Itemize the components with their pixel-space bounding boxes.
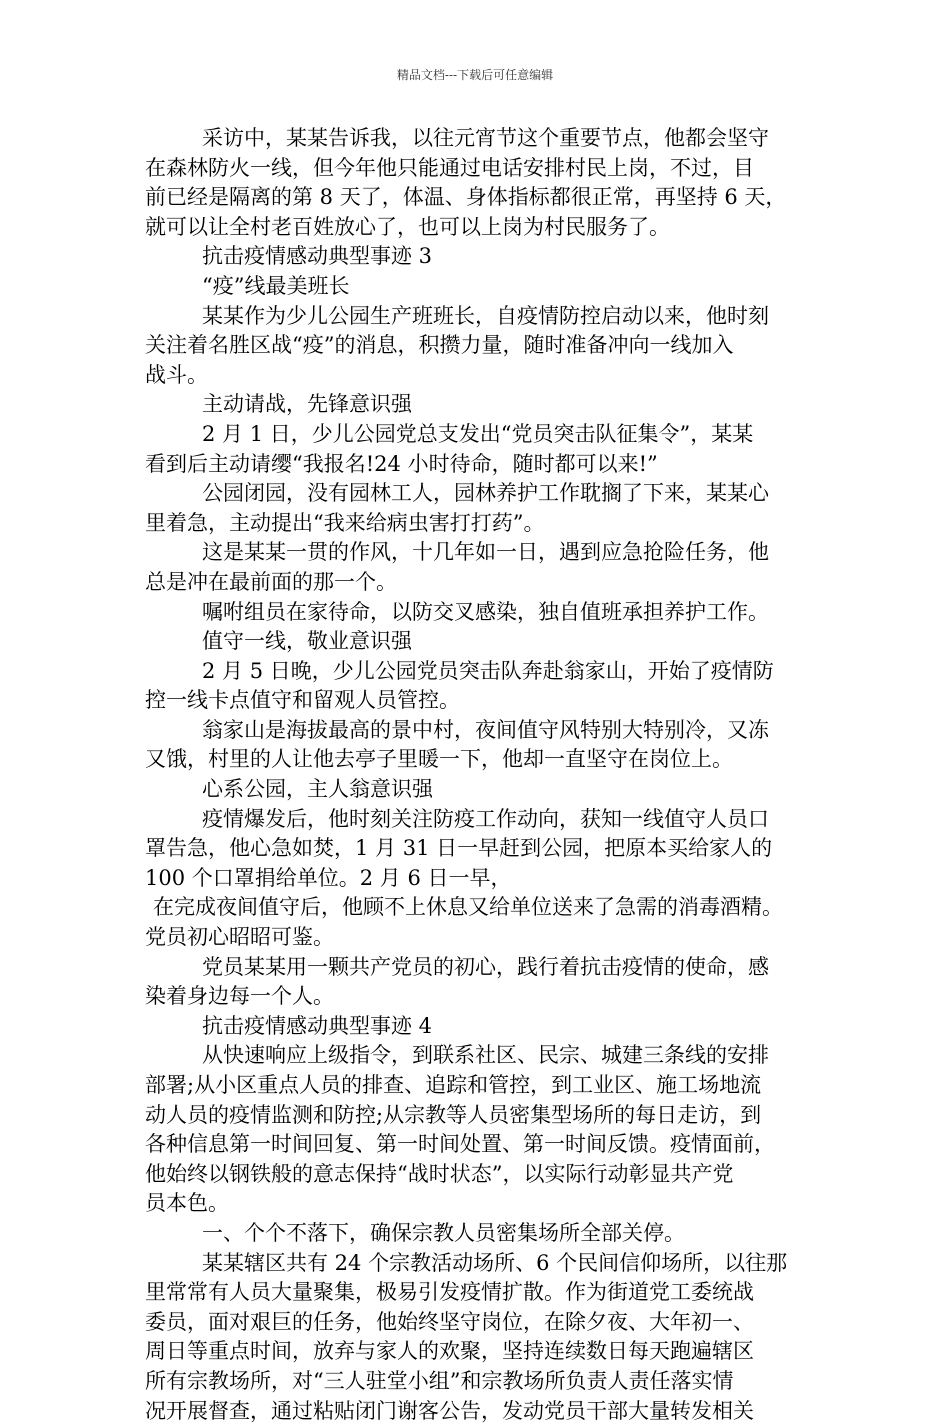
text-line: 某某作为少儿公园生产班班长，自疫情防控启动以来，他时刻 (202, 303, 769, 328)
text-line: 就可以让全村老百姓放心了，也可以上岗为村民服务了。 (145, 214, 670, 239)
text-line: 这是某某一贯的作风，十几年如一日，遇到应急抢险任务，他 (202, 540, 769, 565)
text-line: 党员某某用一颗共产党员的初心，践行着抗击疫情的使命，感 (202, 954, 769, 979)
text-line: 嘱咐组员在家待命，以防交叉感染，独自值班承担养护工作。 (202, 599, 769, 624)
text-line: 100 个口罩捐给单位。2 月 6 日一早， (145, 865, 512, 890)
text-line: 某某辖区共有 24 个宗教活动场所、6 个民间信仰场所，以往那 (202, 1250, 788, 1275)
text-line: 又饿，村里的人让他去亭子里暖一下，他却一直坚守在岗位上。 (145, 747, 733, 772)
text-line: 值守一线，敬业意识强 (202, 629, 412, 654)
text-line: 里着急，主动提出“我来给病虫害打打药”。 (145, 510, 545, 535)
text-line: 2 月 1 日，少儿公园党总支发出“党员突击队征集令”，某某 (202, 421, 754, 446)
text-line: 部署;从小区重点人员的排查、追踪和管控，到工业区、施工场地流 (145, 1073, 762, 1097)
text-line: 2 月 5 日晚，少儿公园党员突击队奔赴翁家山，开始了疫情防 (202, 658, 774, 683)
text-line: 翁家山是海拔最高的景中村，夜间值守风特别大特别冷，又冻 (202, 717, 769, 742)
text-line: 关注着名胜区战“疫”的消息，积攒力量，随时准备冲向一线加入 (145, 333, 734, 358)
text-line: 抗击疫情感动典型事迹 3 (202, 244, 433, 269)
text-line: 动人员的疫情监测和防控;从宗教等人员密集型场所的每日走访，到 (145, 1102, 762, 1127)
text-line: 况开展督查，通过粘贴闭门谢客公告，发动党员干部大量转发相关 (145, 1398, 754, 1423)
text-line: 前已经是隔离的第 8 天了，体温、身体指标都很正常，再坚持 6 天， (145, 185, 787, 210)
text-line: 各种信息第一时间回复、第一时间处置、第一时间反馈。疫情面前， (145, 1132, 775, 1157)
text-line: 采访中，某某告诉我，以往元宵节这个重要节点，他都会坚守 (202, 126, 769, 150)
text-line: 一、个个不落下，确保宗教人员密集场所全部关停。 (202, 1220, 685, 1245)
text-line: 委员，面对艰巨的任务，他始终坚守岗位，在除夕夜、大年初一、 (145, 1309, 754, 1334)
text-line: 周日等重点时间，放弃与家人的欢聚，坚持连续数日每天跑遍辖区 (145, 1339, 754, 1364)
text-line: 染着身边每一个人。 (145, 984, 334, 1009)
text-line: 看到后主动请缨“我报名!24 小时待命，随时都可以来!” (145, 451, 658, 476)
page-header: 精品文档---下载后可任意编辑 (396, 68, 554, 82)
text-line: 他始终以钢铁般的意志保持“战时状态”，以实际行动彰显共产党 (145, 1161, 734, 1186)
text-line: 里常常有人员大量聚集，极易引发疫情扩散。作为街道党工委统战 (145, 1280, 754, 1305)
text-line: 罩告急，他心急如焚，1 月 31 日一早赶到公园，把原本买给家人的 (145, 836, 773, 861)
text-line: 从快速响应上级指令，到联系社区、民宗、城建三条线的安排 (202, 1043, 769, 1068)
document-body (145, 124, 805, 1426)
text-line: 疫情爆发后，他时刻关注防疫工作动向，获知一线值守人员口 (202, 806, 769, 831)
text-line: 党员初心昭昭可鉴。 (145, 925, 334, 950)
text-line: 所有宗教场所，对“三人驻堂小组”和宗教场所负责人责任落实情 (145, 1368, 734, 1393)
text-line: 心系公园，主人翁意识强 (202, 777, 433, 802)
text-line: 在森林防火一线，但今年他只能通过电话安排村民上岗，不过，目 (145, 155, 754, 180)
text-line: 员本色。 (145, 1191, 229, 1216)
text-line: 在完成夜间值守后，他顾不上休息又给单位送来了急需的消毒酒精。 (153, 895, 783, 920)
text-line: 控一线卡点值守和留观人员管控。 (145, 688, 460, 713)
text-line: 抗击疫情感动典型事迹 4 (202, 1013, 433, 1038)
text-line: 总是冲在最前面的那一个。 (145, 569, 397, 594)
text-line: 战斗。 (145, 362, 208, 387)
text-line: 主动请战，先锋意识强 (202, 392, 412, 417)
text-line: 公园闭园，没有园林工人，园林养护工作耽搁了下来，某某心 (202, 481, 769, 506)
text-line: “疫”线最美班长 (202, 273, 350, 298)
